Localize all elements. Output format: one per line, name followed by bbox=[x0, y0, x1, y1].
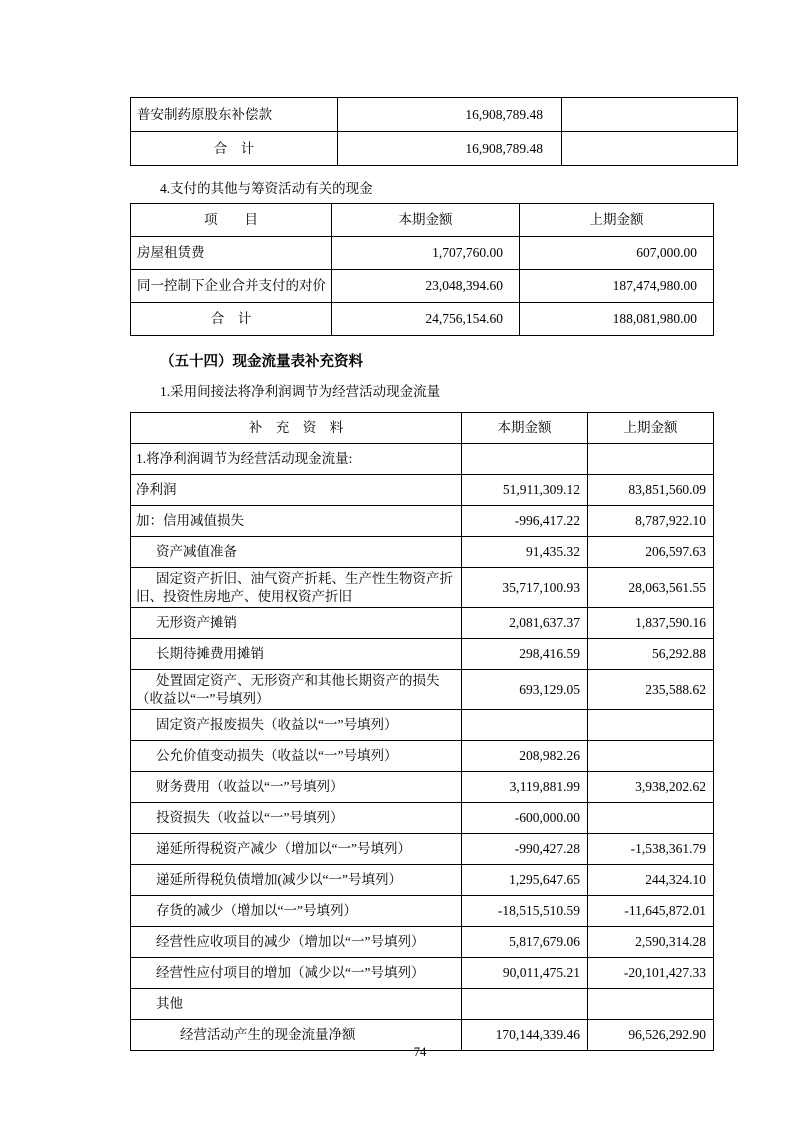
table-row bbox=[131, 803, 714, 834]
current-amount: 693,129.05 bbox=[462, 670, 588, 710]
table-row bbox=[131, 475, 714, 506]
total-label: 合 计 bbox=[131, 132, 338, 166]
row-label: 财务费用（收益以“一”号填列） bbox=[131, 772, 462, 803]
current-amount bbox=[462, 710, 588, 741]
current-amount bbox=[462, 444, 588, 475]
table-row bbox=[131, 741, 714, 772]
prior-amount: 8,787,922.10 bbox=[588, 506, 714, 537]
row-label: 存货的减少（增加以“一”号填列） bbox=[131, 896, 462, 927]
table-row bbox=[131, 710, 714, 741]
current-amount: -990,427.28 bbox=[462, 834, 588, 865]
row-label: 同一控制下企业合并支付的对价 bbox=[131, 270, 332, 303]
table-row bbox=[131, 958, 714, 989]
compensation-table bbox=[130, 97, 738, 166]
table-row bbox=[131, 270, 714, 303]
current-amount: -600,000.00 bbox=[462, 803, 588, 834]
prior-amount: 2,590,314.28 bbox=[588, 927, 714, 958]
page-number: 74 bbox=[413, 1045, 427, 1059]
header-prior-amount: 上期金额 bbox=[588, 413, 714, 444]
header-current-amount: 本期金额 bbox=[332, 204, 520, 237]
table-row bbox=[131, 896, 714, 927]
current-amount: 298,416.59 bbox=[462, 639, 588, 670]
table-row bbox=[131, 98, 738, 132]
row-label: 净利润 bbox=[131, 475, 462, 506]
total-label: 合 计 bbox=[131, 303, 332, 336]
row-label: 递延所得税负债增加(减少以“一”号填列） bbox=[131, 865, 462, 896]
section-54-subtitle: 1.采用间接法将净利润调节为经营活动现金流量 bbox=[160, 384, 441, 399]
current-amount: 16,908,789.48 bbox=[338, 98, 562, 132]
prior-amount bbox=[588, 710, 714, 741]
prior-amount: 28,063,561.55 bbox=[588, 568, 714, 608]
table-row bbox=[131, 237, 714, 270]
current-amount: -996,417.22 bbox=[462, 506, 588, 537]
table-row bbox=[131, 608, 714, 639]
table-row bbox=[131, 444, 714, 475]
prior-amount: -20,101,427.33 bbox=[588, 958, 714, 989]
prior-amount: 187,474,980.00 bbox=[520, 270, 714, 303]
current-amount: 208,982.26 bbox=[462, 741, 588, 772]
header-item: 项 目 bbox=[131, 204, 332, 237]
row-label: 其他 bbox=[131, 989, 462, 1020]
table-row bbox=[131, 506, 714, 537]
current-amount bbox=[462, 989, 588, 1020]
table-row bbox=[131, 834, 714, 865]
prior-amount: 235,588.62 bbox=[588, 670, 714, 710]
current-amount: 16,908,789.48 bbox=[338, 132, 562, 166]
prior-amount: -1,538,361.79 bbox=[588, 834, 714, 865]
financing-cash-table bbox=[130, 203, 714, 336]
row-label: 经营活动产生的现金流量净额 bbox=[131, 1020, 462, 1051]
prior-amount: 188,081,980.00 bbox=[520, 303, 714, 336]
prior-amount bbox=[562, 132, 738, 166]
row-label: 处置固定资产、无形资产和其他长期资产的损失（收益以“一”号填列） bbox=[131, 670, 462, 710]
current-amount: 24,756,154.60 bbox=[332, 303, 520, 336]
prior-amount bbox=[588, 989, 714, 1020]
table-row-total bbox=[131, 303, 714, 336]
table-row bbox=[131, 865, 714, 896]
cashflow-supplement-table bbox=[130, 412, 714, 1051]
current-amount: 1,707,760.00 bbox=[332, 237, 520, 270]
prior-amount bbox=[588, 444, 714, 475]
table-row bbox=[131, 927, 714, 958]
prior-amount: 3,938,202.62 bbox=[588, 772, 714, 803]
header-current-amount: 本期金额 bbox=[462, 413, 588, 444]
row-label: 公允价值变动损失（收益以“一”号填列） bbox=[131, 741, 462, 772]
current-amount: 91,435.32 bbox=[462, 537, 588, 568]
prior-amount: 206,597.63 bbox=[588, 537, 714, 568]
table-header-row bbox=[131, 413, 714, 444]
current-amount: 35,717,100.93 bbox=[462, 568, 588, 608]
table-row bbox=[131, 537, 714, 568]
table-row bbox=[131, 639, 714, 670]
current-amount: 90,011,475.21 bbox=[462, 958, 588, 989]
prior-amount bbox=[588, 803, 714, 834]
table-row bbox=[131, 568, 714, 608]
current-amount: 3,119,881.99 bbox=[462, 772, 588, 803]
row-label: 普安制药原股东补偿款 bbox=[131, 98, 338, 132]
row-label: 固定资产折旧、油气资产折耗、生产性生物资产折旧、投资性房地产、使用权资产折旧 bbox=[131, 568, 462, 608]
row-label: 1.将净利润调节为经营活动现金流量: bbox=[131, 444, 462, 475]
row-label: 经营性应付项目的增加（减少以“一”号填列） bbox=[131, 958, 462, 989]
table-row bbox=[131, 989, 714, 1020]
header-item: 补 充 资 料 bbox=[131, 413, 462, 444]
current-amount: 5,817,679.06 bbox=[462, 927, 588, 958]
row-label: 房屋租赁费 bbox=[131, 237, 332, 270]
prior-amount: -11,645,872.01 bbox=[588, 896, 714, 927]
current-amount: 170,144,339.46 bbox=[462, 1020, 588, 1051]
prior-amount: 244,324.10 bbox=[588, 865, 714, 896]
current-amount: 1,295,647.65 bbox=[462, 865, 588, 896]
prior-amount: 96,526,292.90 bbox=[588, 1020, 714, 1051]
row-label: 投资损失（收益以“一”号填列） bbox=[131, 803, 462, 834]
table-header-row bbox=[131, 204, 714, 237]
current-amount: 23,048,394.60 bbox=[332, 270, 520, 303]
prior-amount bbox=[562, 98, 738, 132]
table-row bbox=[131, 772, 714, 803]
prior-amount: 83,851,560.09 bbox=[588, 475, 714, 506]
prior-amount: 1,837,590.16 bbox=[588, 608, 714, 639]
current-amount: -18,515,510.59 bbox=[462, 896, 588, 927]
section-4-title: 4.支付的其他与筹资活动有关的现金 bbox=[160, 181, 373, 196]
row-label: 经营性应收项目的减少（增加以“一”号填列） bbox=[131, 927, 462, 958]
row-label: 固定资产报废损失（收益以“一”号填列） bbox=[131, 710, 462, 741]
row-label: 递延所得税资产减少（增加以“一”号填列） bbox=[131, 834, 462, 865]
row-label: 无形资产摊销 bbox=[131, 608, 462, 639]
section-54-title: （五十四）现金流量表补充资料 bbox=[160, 354, 363, 370]
row-label: 长期待摊费用摊销 bbox=[131, 639, 462, 670]
header-prior-amount: 上期金额 bbox=[520, 204, 714, 237]
current-amount: 51,911,309.12 bbox=[462, 475, 588, 506]
prior-amount: 607,000.00 bbox=[520, 237, 714, 270]
prior-amount: 56,292.88 bbox=[588, 639, 714, 670]
table-row bbox=[131, 670, 714, 710]
row-label: 加：信用减值损失 bbox=[131, 506, 462, 537]
table-row-total bbox=[131, 132, 738, 166]
row-label: 资产减值准备 bbox=[131, 537, 462, 568]
prior-amount bbox=[588, 741, 714, 772]
current-amount: 2,081,637.37 bbox=[462, 608, 588, 639]
